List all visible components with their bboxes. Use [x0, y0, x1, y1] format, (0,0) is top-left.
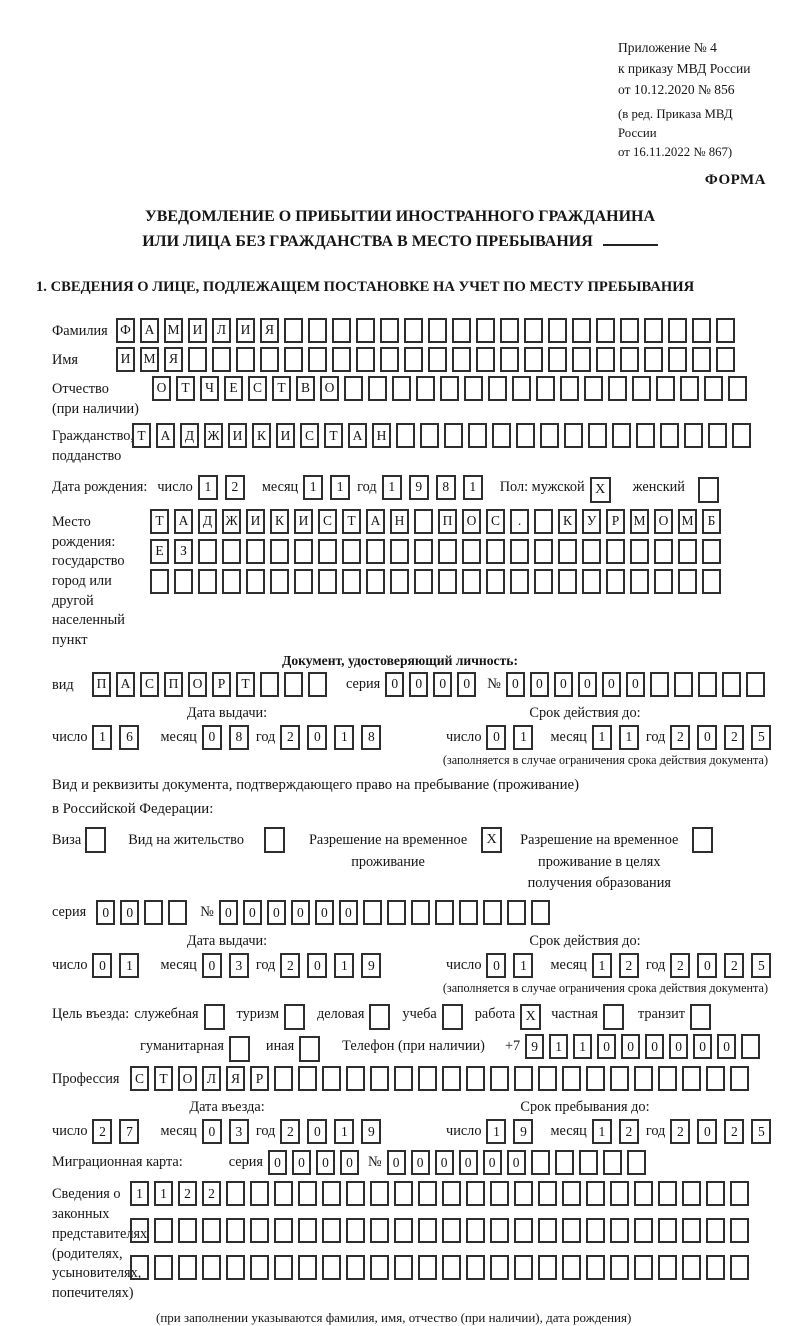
stay-year-cells[interactable]: 2 0 2 5: [670, 1119, 778, 1144]
given-name-label: Имя: [52, 351, 78, 368]
migration-number-cells[interactable]: 0 0 0 0 0 0: [387, 1150, 651, 1175]
representatives-label: Сведения о законных представителях (родителях, усыновителях, попечителях): [52, 1186, 148, 1302]
given-name-row: [52, 347, 800, 372]
permit-series-cells[interactable]: 0 0: [96, 900, 192, 925]
doc-type-label: вид: [52, 676, 74, 693]
birth-place-row: [52, 509, 800, 651]
permit-issue-heading: Дата выдачи:: [186, 933, 268, 950]
valid-note: (заполняется в случае ограничения срока действия документа): [442, 752, 768, 767]
purpose-tourism-label: туризм: [236, 1006, 280, 1023]
form-label: ФОРМА: [704, 172, 766, 189]
surname-label: Фамилия: [52, 322, 108, 339]
representatives-cells-row3[interactable]: [130, 1255, 754, 1280]
permit-issue-column: [52, 933, 402, 996]
page-title: [0, 205, 800, 255]
phone-label: Телефон (при наличии): [342, 1038, 485, 1055]
purpose-work-label: работа: [474, 1006, 516, 1023]
title-line-2: ИЛИ ЛИЦА БЕЗ ГРАЖДАНСТВА В МЕСТО ПРЕБЫВАНИЯ: [0, 230, 800, 255]
residence-doc-paragraph: Вид и реквизиты документа, подтверждающего право на пребывание (проживание) в Российской Федерации:: [52, 776, 580, 817]
doc-number-cells[interactable]: 0 0 0 0 0 0: [506, 672, 770, 697]
permit-valid-heading: Срок действия до:: [529, 933, 641, 950]
doc-series-label: серия: [346, 675, 381, 692]
edu-residence-label: Разрешение на временное проживание в целях получения образования: [520, 832, 679, 892]
representatives-cells-row1[interactable]: 1 1 2 2: [130, 1181, 754, 1206]
permit-number-sign: №: [200, 904, 214, 921]
year-label: год: [357, 478, 377, 495]
representatives-row: [52, 1181, 800, 1303]
id-valid-dateline: число 0 1 месяц 1 1 год 2 0 2 5: [402, 725, 768, 750]
id-valid-month-cells[interactable]: 1 1: [592, 725, 646, 750]
gender-female-label: женский: [632, 478, 685, 495]
permit-valid-month-cells[interactable]: 1 2: [592, 953, 646, 978]
stay-until-column: [402, 1099, 768, 1144]
phone-cells[interactable]: 9 1 1 0 0 0 0 0 0: [525, 1034, 765, 1059]
permit-valid-year-cells[interactable]: 2 0 2 5: [670, 953, 778, 978]
citizenship-label: Гражданство, подданство: [52, 428, 134, 465]
edu-residence-checkbox[interactable]: [692, 827, 713, 853]
purpose-other-checkbox[interactable]: [299, 1036, 320, 1062]
profession-cells[interactable]: С Т О Л Я Р: [130, 1066, 754, 1091]
entry-date-heading: Дата въезда:: [189, 1099, 265, 1116]
stay-until-heading: Срок пребывания до:: [520, 1099, 650, 1116]
permit-number-cells[interactable]: 0 0 0 0 0 0: [219, 900, 555, 925]
entry-date-column: [52, 1099, 402, 1144]
birth-month-cells[interactable]: 1 1: [303, 475, 357, 500]
given-name-cells[interactable]: И М Я: [116, 347, 740, 372]
purpose-transit-label: транзит: [637, 1006, 686, 1023]
purpose-private-checkbox[interactable]: [603, 1004, 624, 1030]
residence-permit-checkbox[interactable]: [264, 827, 285, 853]
visa-checkbox[interactable]: [85, 827, 106, 853]
birth-place-cells-row1[interactable]: Т А Д Ж И К И С Т А Н П О С . К У Р М О М Б: [150, 509, 726, 534]
id-issue-year-cells[interactable]: 2 0 1 8: [280, 725, 388, 750]
purpose-humanitarian-checkbox[interactable]: [229, 1036, 250, 1062]
id-valid-day-cells[interactable]: 0 1: [486, 725, 540, 750]
residence-permit-label: Вид на жительство: [128, 832, 244, 849]
entry-day-cells[interactable]: 2 7: [92, 1119, 146, 1144]
id-issue-month-cells[interactable]: 0 8: [202, 725, 256, 750]
migration-series-label: серия: [228, 1154, 263, 1171]
doc-number-sign: №: [487, 675, 501, 692]
patronymic-row: [52, 376, 800, 419]
revision-line: (в ред. Приказа МВД России: [618, 106, 733, 140]
residence-permit-row: [52, 825, 800, 894]
phone-prefix: +7: [504, 1038, 521, 1055]
purpose-private-label: частная: [551, 1006, 598, 1023]
temp-residence-checkbox[interactable]: X: [481, 827, 502, 853]
representatives-cellstack: [130, 1181, 754, 1292]
temp-residence-label: Разрешение на временное проживание: [308, 832, 468, 870]
id-doc-dates-block: [52, 705, 800, 768]
id-issue-column: [52, 705, 402, 768]
stay-day-cells[interactable]: 1 9: [486, 1119, 540, 1144]
birth-date-row: [52, 475, 800, 503]
female-checkbox[interactable]: [698, 477, 719, 503]
profession-label: Профессия: [52, 1071, 120, 1088]
visa-label: Виза: [52, 832, 82, 849]
purpose-row-2: [140, 1034, 800, 1062]
doc-series-cells[interactable]: 0 0 0 0: [385, 672, 481, 697]
birth-place-cellstack: [150, 509, 726, 599]
migration-card-label: Миграционная карта:: [52, 1154, 183, 1171]
patronymic-label: Отчество (при наличии): [52, 380, 139, 417]
patronymic-cells[interactable]: О Т Ч Е С Т В О: [152, 376, 752, 401]
birth-year-cells[interactable]: 1 9 8 1: [382, 475, 490, 500]
purpose-business-checkbox[interactable]: [369, 1004, 390, 1030]
day-label: число: [157, 478, 193, 495]
permit-issue-year-cells[interactable]: 2 0 1 9: [280, 953, 388, 978]
doc-type-cells[interactable]: П А С П О Р Т: [92, 672, 332, 697]
appendix-line: к приказу МВД России: [618, 60, 751, 76]
permit-issue-dateline: число 0 1 месяц 0 3 год 2 0 1 9: [52, 953, 402, 978]
permit-issue-month-cells[interactable]: 0 3: [202, 953, 256, 978]
permit-valid-day-cells[interactable]: 0 1: [486, 953, 540, 978]
surname-cells[interactable]: Ф А М И Л И Я: [116, 318, 740, 343]
purpose-official-label: служебная: [134, 1006, 199, 1023]
id-valid-column: [402, 705, 768, 768]
valid-until-heading: Срок действия до:: [529, 704, 641, 721]
arrival-notification-form: [0, 38, 800, 1325]
migration-card-row: [52, 1150, 800, 1175]
gender-male-label: Пол: мужской: [499, 478, 585, 495]
entry-dates-block: [52, 1099, 800, 1144]
issue-date-heading: Дата выдачи:: [186, 704, 268, 721]
id-valid-year-cells[interactable]: 2 0 2 5: [670, 725, 778, 750]
surname-row: [52, 318, 800, 343]
purpose-work-checkbox[interactable]: X: [520, 1004, 541, 1030]
entry-month-cells[interactable]: 0 3: [202, 1119, 256, 1144]
permit-valid-column: [402, 933, 768, 996]
permit-series-row: [52, 900, 800, 925]
title-blank-line: [603, 233, 658, 246]
month-label: месяц: [261, 478, 299, 495]
birth-day-cells[interactable]: 1 2: [198, 475, 252, 500]
entry-year-cells[interactable]: 2 0 1 9: [280, 1119, 388, 1144]
permit-series-label: серия: [52, 904, 87, 921]
representatives-cells-row2[interactable]: [130, 1218, 754, 1243]
appendix-line: от 10.12.2020 № 856: [618, 81, 735, 97]
section1-heading: 1. СВЕДЕНИЯ О ЛИЦЕ, ПОДЛЕЖАЩЕМ ПОСТАНОВКЕ НА УЧЕТ ПО МЕСТУ ПРЕБЫВАНИЯ: [36, 278, 695, 295]
purpose-study-label: учеба: [402, 1006, 437, 1023]
appendix-header: [618, 38, 766, 101]
permit-dates-block: [52, 933, 800, 996]
citizenship-row: [52, 423, 800, 466]
revision-line: от 16.11.2022 № 867): [618, 145, 733, 160]
migration-series-cells[interactable]: 0 0 0 0: [268, 1150, 364, 1175]
revision-header: [618, 105, 766, 163]
id-issue-dateline: число 1 6 месяц 0 8 год 2 0 1 8: [52, 725, 402, 750]
purpose-business-label: деловая: [317, 1006, 365, 1023]
purpose-transit-checkbox[interactable]: [690, 1004, 711, 1030]
purpose-other-label: иная: [265, 1038, 295, 1055]
entry-dateline: число 2 7 месяц 0 3 год 2 0 1 9: [52, 1119, 402, 1144]
permit-valid-note: (заполняется в случае ограничения срока действия документа): [442, 981, 768, 996]
purpose-row: [52, 1002, 800, 1030]
birth-place-cells-row2[interactable]: Е З: [150, 539, 726, 564]
purpose-study-checkbox[interactable]: [442, 1004, 463, 1030]
permit-valid-dateline: число 0 1 месяц 1 2 год 2 0 2 5: [402, 953, 768, 978]
id-issue-day-cells[interactable]: 1 6: [92, 725, 146, 750]
birth-place-label: Место рождения: государство город или другой населенный пункт: [52, 513, 125, 649]
representatives-note: (при заполнении указываются фамилия, имя, отчество (при наличии), дата рождения): [156, 1309, 632, 1325]
purpose-official-checkbox[interactable]: [204, 1004, 225, 1030]
identity-document-heading: Документ, удостоверяющий личность:: [282, 652, 518, 668]
citizenship-cells[interactable]: Т А Д Ж И К И С Т А Н: [132, 423, 756, 448]
title-line-1: УВЕДОМЛЕНИЕ О ПРИБЫТИИ ИНОСТРАННОГО ГРАЖДАНИНА: [144, 208, 656, 226]
migration-number-sign: №: [368, 1154, 382, 1171]
purpose-label: Цель въезда:: [52, 1006, 130, 1023]
stay-month-cells[interactable]: 1 2: [592, 1119, 646, 1144]
appendix-line: Приложение № 4: [618, 40, 717, 55]
doc-type-row: [52, 672, 800, 697]
permit-issue-day-cells[interactable]: 0 1: [92, 953, 146, 978]
birth-date-label: Дата рождения:: [52, 478, 148, 495]
birth-place-cells-row3[interactable]: [150, 569, 726, 594]
profession-row: [52, 1066, 800, 1091]
purpose-humanitarian-label: гуманитарная: [140, 1038, 224, 1055]
male-checkbox[interactable]: X: [590, 477, 611, 503]
purpose-tourism-checkbox[interactable]: [284, 1004, 305, 1030]
stay-dateline: число 1 9 месяц 1 2 год 2 0 2 5: [402, 1119, 768, 1144]
